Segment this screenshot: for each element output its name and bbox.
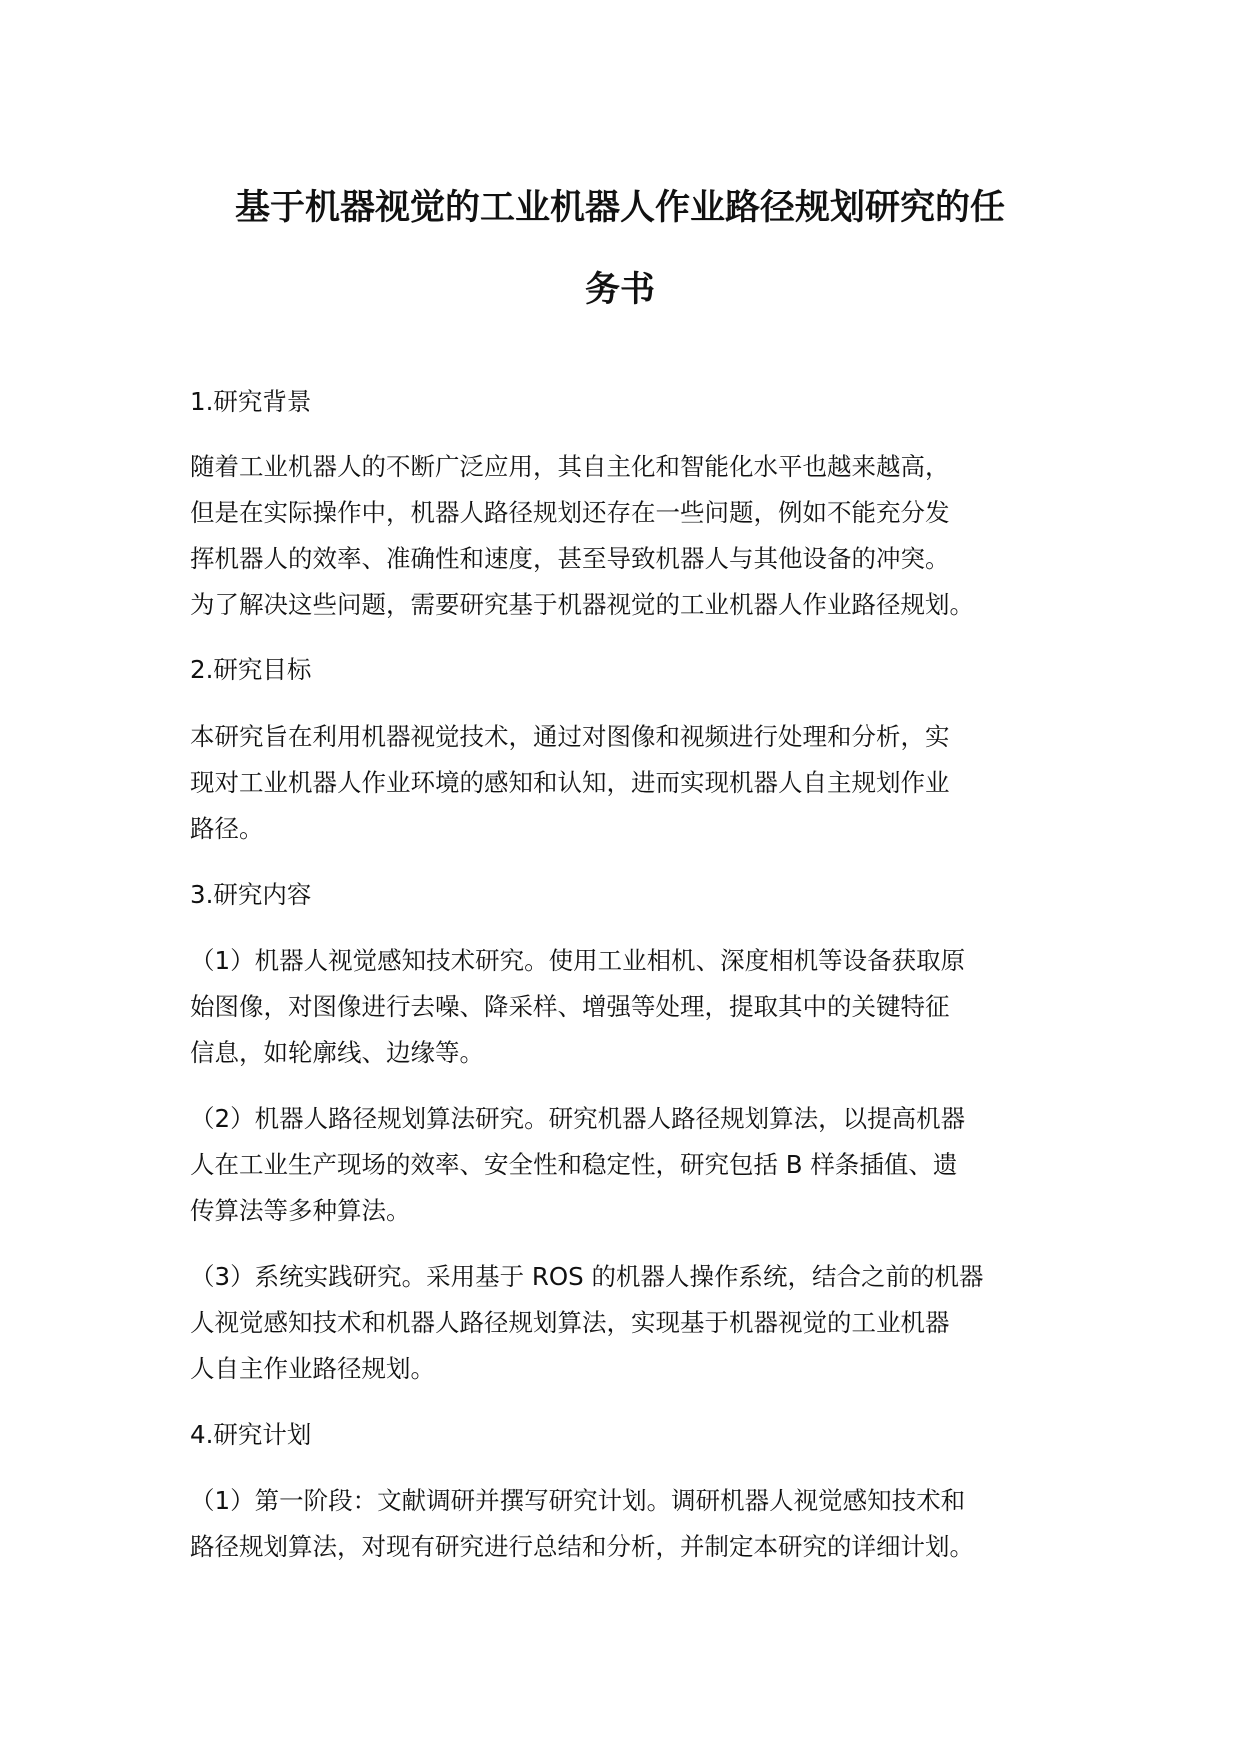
paragraph-line: （2）机器人路径规划算法研究。研究机器人路径规划算法，以提高机器 xyxy=(190,1104,966,1133)
paragraph-line: （3）系统实践研究。采用基于 ROS 的机器人操作系统，结合之前的机器 xyxy=(190,1262,984,1291)
paragraph-line: 现对工业机器人作业环境的感知和认知，进而实现机器人自主规划作业 xyxy=(190,768,950,797)
paragraph-line: 人在工业生产现场的效率、安全性和稳定性，研究包括 B 样条插值、遗 xyxy=(190,1150,958,1179)
paragraph-line: （1）第一阶段：文献调研并撰写研究计划。调研机器人视觉感知技术和 xyxy=(190,1486,966,1515)
paragraph-line: 信息，如轮廓线、边缘等。 xyxy=(190,1038,484,1067)
section-heading-plan: 4.研究计划 xyxy=(190,1420,312,1449)
paragraph-line: 传算法等多种算法。 xyxy=(190,1196,411,1225)
paragraph-line: 路径。 xyxy=(190,814,264,843)
paragraph-line: 但是在实际操作中，机器人路径规划还存在一些问题，例如不能充分发 xyxy=(190,498,950,527)
paragraph-line: 始图像，对图像进行去噪、降采样、增强等处理，提取其中的关键特征 xyxy=(190,992,950,1021)
paragraph-line: 本研究旨在利用机器视觉技术，通过对图像和视频进行处理和分析，实 xyxy=(190,722,950,751)
section-heading-content: 3.研究内容 xyxy=(190,880,312,909)
paragraph-line: （1）机器人视觉感知技术研究。使用工业相机、深度相机等设备获取原 xyxy=(190,946,966,975)
section-heading-background: 1.研究背景 xyxy=(190,387,312,416)
paragraph-line: 路径规划算法，对现有研究进行总结和分析，并制定本研究的详细计划。 xyxy=(190,1532,974,1561)
section-heading-goals: 2.研究目标 xyxy=(190,655,312,684)
document-title-line-1: 基于机器视觉的工业机器人作业路径规划研究的任 xyxy=(234,188,1005,228)
document-title-line-2: 务书 xyxy=(584,270,655,310)
paragraph-line: 人视觉感知技术和机器人路径规划算法，实现基于机器视觉的工业机器 xyxy=(190,1308,950,1337)
paragraph-line: 为了解决这些问题，需要研究基于机器视觉的工业机器人作业路径规划。 xyxy=(190,590,974,619)
paragraph-line: 随着工业机器人的不断广泛应用，其自主化和智能化水平也越来越高， xyxy=(190,452,950,481)
paragraph-line: 人自主作业路径规划。 xyxy=(190,1354,435,1383)
paragraph-line: 挥机器人的效率、准确性和速度，甚至导致机器人与其他设备的冲突。 xyxy=(190,544,950,573)
